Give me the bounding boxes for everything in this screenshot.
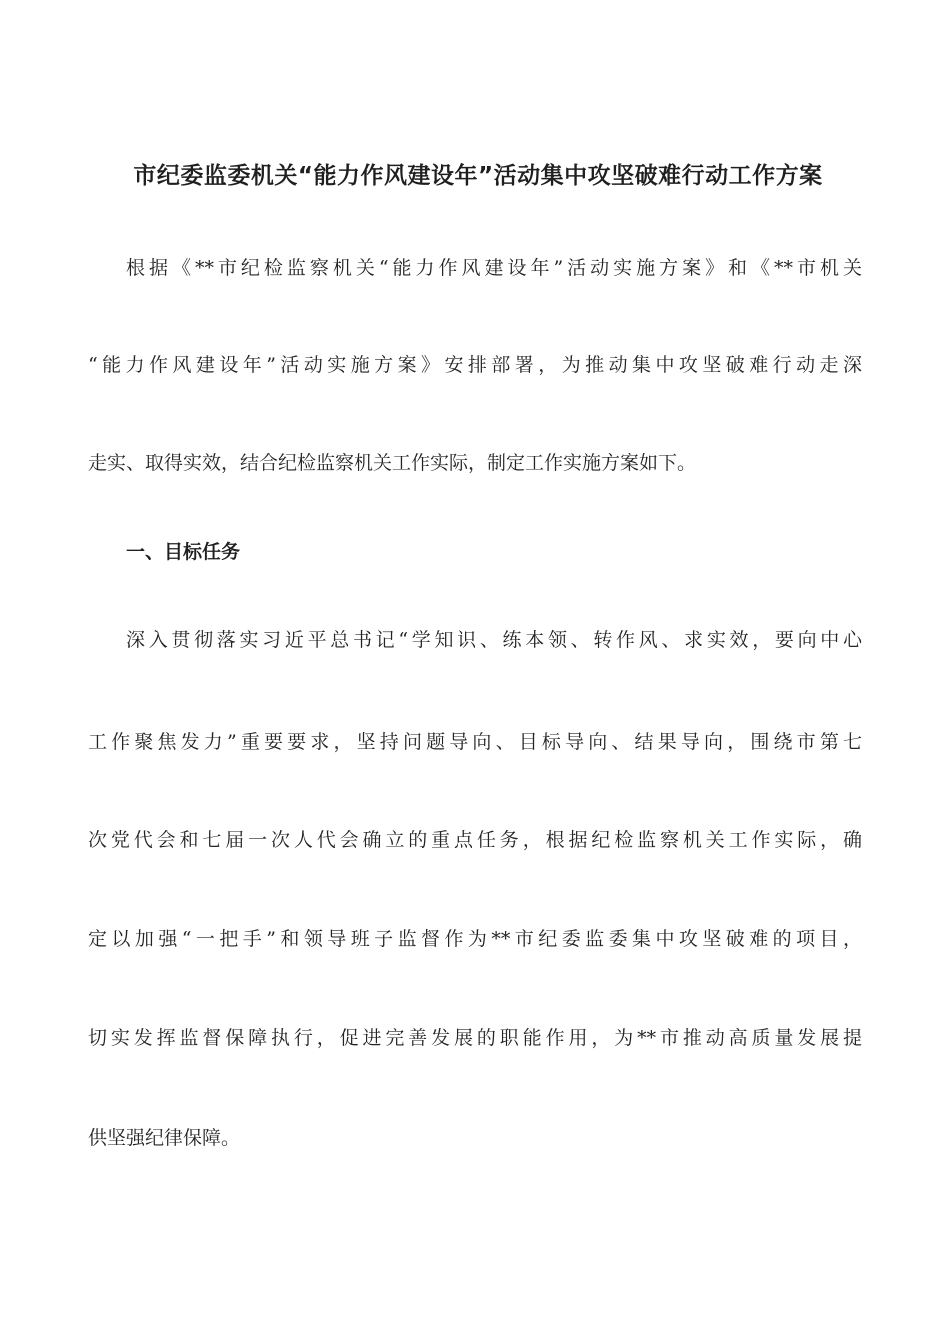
- paragraph-line: 供坚强纪律保障。: [88, 1127, 241, 1149]
- paragraph-line: 次党代会和七届一次人代会确立的重点任务，根据纪检监察机关工作实际，确: [88, 829, 862, 851]
- paragraph-line: 深入贯彻落实习近平总书记“学知识、练本领、转作风、求实效，要向中心: [126, 629, 862, 651]
- paragraph-line: “能力作风建设年”活动实施方案》安排部署，为推动集中攻坚破难行动走深: [88, 354, 862, 376]
- paragraph-line: 根据《**市纪检监察机关“能力作风建设年”活动实施方案》和《**市机关: [126, 257, 862, 279]
- paragraph-line: 切实发挥监督保障执行，促进完善发展的职能作用，为**市推动高质量发展提: [88, 1027, 862, 1049]
- paragraph-line: 工作聚焦发力”重要要求，坚持问题导向、目标导向、结果导向，围绕市第七: [88, 731, 862, 753]
- paragraph-line: 走实、取得实效，结合纪检监察机关工作实际，制定工作实施方案如下。: [88, 452, 697, 474]
- document-title: 市纪委监委机关“能力作风建设年”活动集中攻坚破难行动工作方案: [133, 163, 823, 189]
- section-heading: 一、目标任务: [126, 541, 241, 563]
- paragraph-line: 定以加强“一把手”和领导班子监督作为**市纪委监委集中攻坚破难的项目，: [88, 928, 862, 950]
